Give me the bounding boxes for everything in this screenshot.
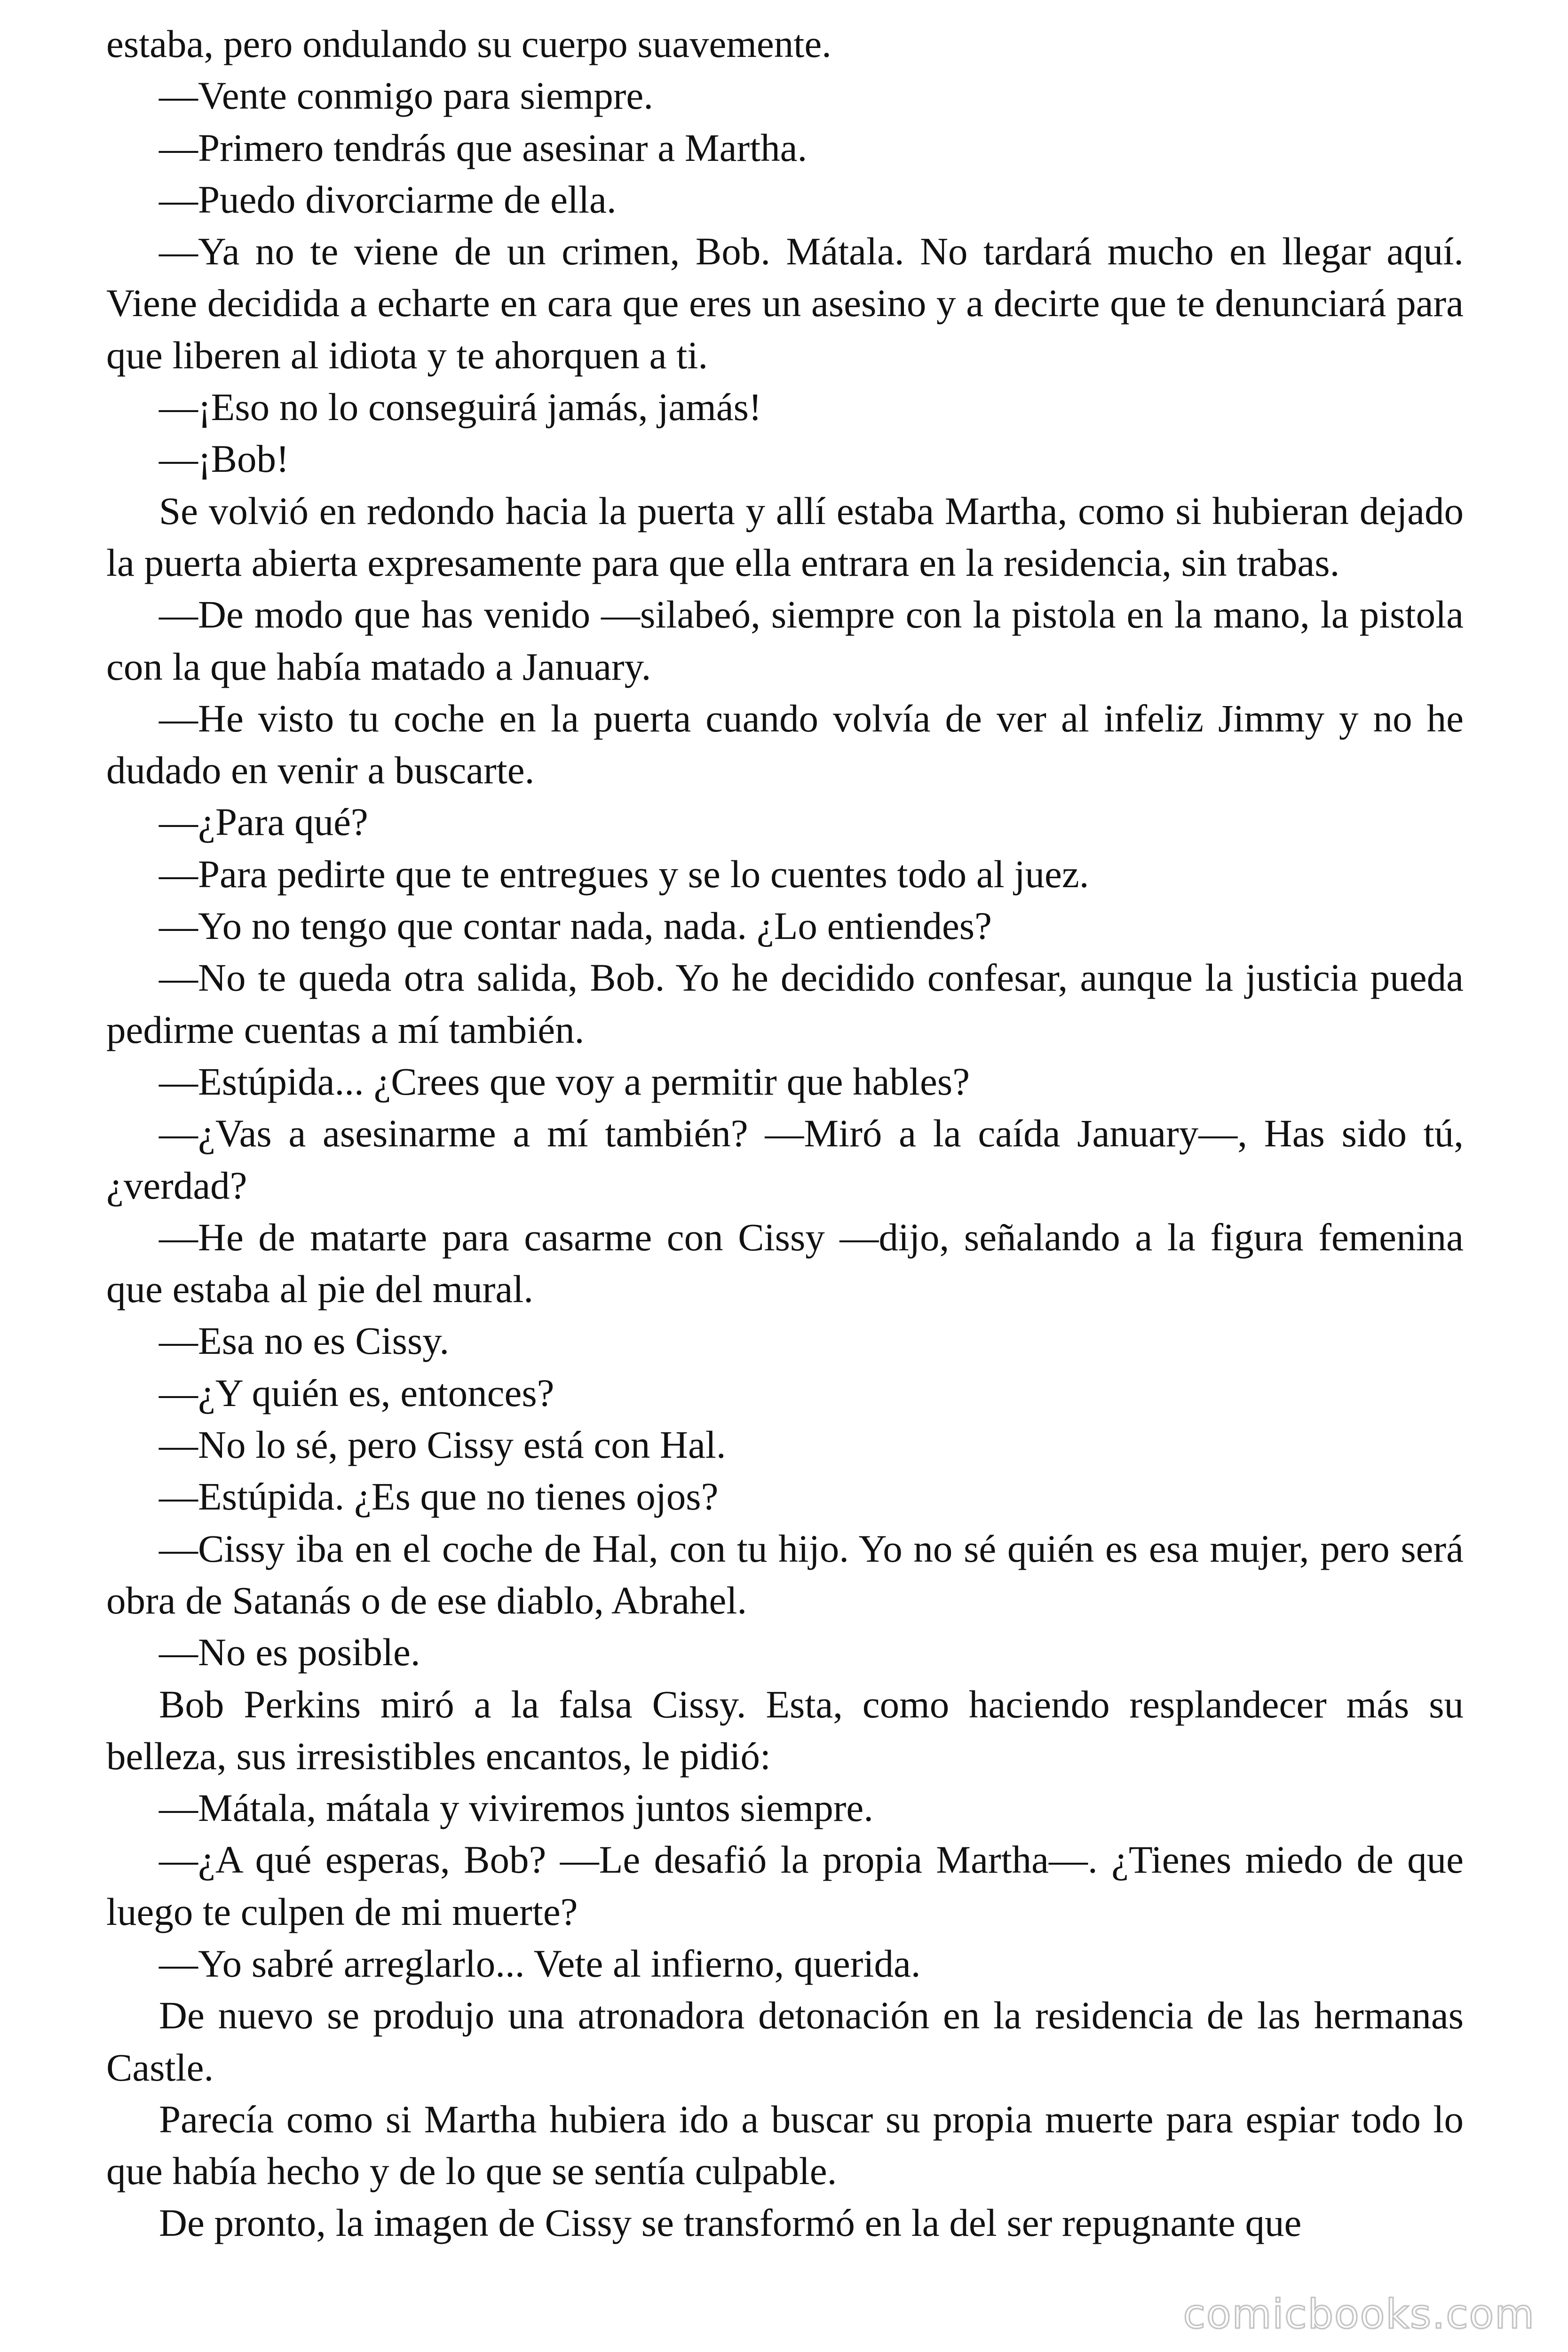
paragraph: Se volvió en redondo hacia la puerta y allí estaba Martha, como si hubieran dejado la puerta abierta expresamente para que ella entrara en la residencia, sin trabas. xyxy=(106,489,1464,584)
body-text xyxy=(106,18,1464,2249)
paragraph: De pronto, la imagen de Cissy se transformó en la del ser repugnante que xyxy=(159,2201,1302,2245)
paragraph: —Vente conmigo para siempre. xyxy=(159,74,653,118)
paragraph: —Estúpida. ¿Es que no tienes ojos? xyxy=(159,1475,719,1518)
paragraph: —Ya no te viene de un crimen, Bob. Mátala. No tardará mucho en llegar aquí. Viene decidida a echarte en cara que eres un asesino y a decirte que te denunciará para que liberen al idiota y te ahorquen a ti. xyxy=(106,230,1464,377)
paragraph: —De modo que has venido —silabeó, siempre con la pistola en la mano, la pistola con la que había matado a January. xyxy=(106,593,1464,688)
paragraph: —He visto tu coche en la puerta cuando volvía de ver al infeliz Jimmy y no he dudado en venir a buscarte. xyxy=(106,696,1464,792)
paragraph: —No lo sé, pero Cissy está con Hal. xyxy=(159,1423,726,1467)
paragraph: —Primero tendrás que asesinar a Martha. xyxy=(159,126,808,169)
paragraph: —Para pedirte que te entregues y se lo cuentes todo al juez. xyxy=(159,852,1089,896)
paragraph: —¡Eso no lo conseguirá jamás, jamás! xyxy=(159,385,762,429)
paragraph: Bob Perkins miró a la falsa Cissy. Esta, como haciendo resplandecer más su belleza, sus irresistibles encantos, le pidió: xyxy=(106,1682,1464,1778)
paragraph: —He de matarte para casarme con Cissy —dijo, señalando a la figura femenina que estaba al pie del mural. xyxy=(106,1215,1464,1311)
paragraph: De nuevo se produjo una atronadora detonación en la residencia de las hermanas Castle. xyxy=(106,1994,1464,2089)
paragraph: —Mátala, mátala y viviremos juntos siempre. xyxy=(159,1786,874,1830)
paragraph: —¿Para qué? xyxy=(159,800,368,844)
paragraph: —No es posible. xyxy=(159,1630,420,1674)
paragraph: estaba, pero ondulando su cuerpo suavemente. xyxy=(106,22,832,65)
paragraph: —Yo sabré arreglarlo... Vete al infierno, querida. xyxy=(159,1941,921,1985)
paragraph: —¿Y quién es, entonces? xyxy=(159,1371,554,1414)
paragraph: —No te queda otra salida, Bob. Yo he decidido confesar, aunque la justicia pueda pedirme cuentas a mí también. xyxy=(106,956,1464,1051)
paragraph: Parecía como si Martha hubiera ido a buscar su propia muerte para espiar todo lo que había hecho y de lo que se sentía culpable. xyxy=(106,2097,1464,2193)
paragraph: —¿A qué esperas, Bob? —Le desafió la propia Martha—. ¿Tienes miedo de que luego te culpen de mi muerte? xyxy=(106,1838,1464,1933)
watermark-logo: comicbooks.com xyxy=(1183,2291,1535,2338)
paragraph: —Puedo divorciarme de ella. xyxy=(159,177,617,221)
paragraph: —Estúpida... ¿Crees que voy a permitir que hables? xyxy=(159,1059,970,1103)
paragraph: —¿Vas a asesinarme a mí también? —Miró a la caída January—, Has sido tú, ¿verdad? xyxy=(106,1112,1464,1207)
paragraph: —¡Bob! xyxy=(159,437,289,481)
paragraph: —Yo no tengo que contar nada, nada. ¿Lo entiendes? xyxy=(159,904,992,948)
paragraph: —Cissy iba en el coche de Hal, con tu hijo. Yo no sé quién es esa mujer, pero será obra de Satanás o de ese diablo, Abrahel. xyxy=(106,1526,1464,1622)
paragraph: —Esa no es Cissy. xyxy=(159,1319,450,1363)
